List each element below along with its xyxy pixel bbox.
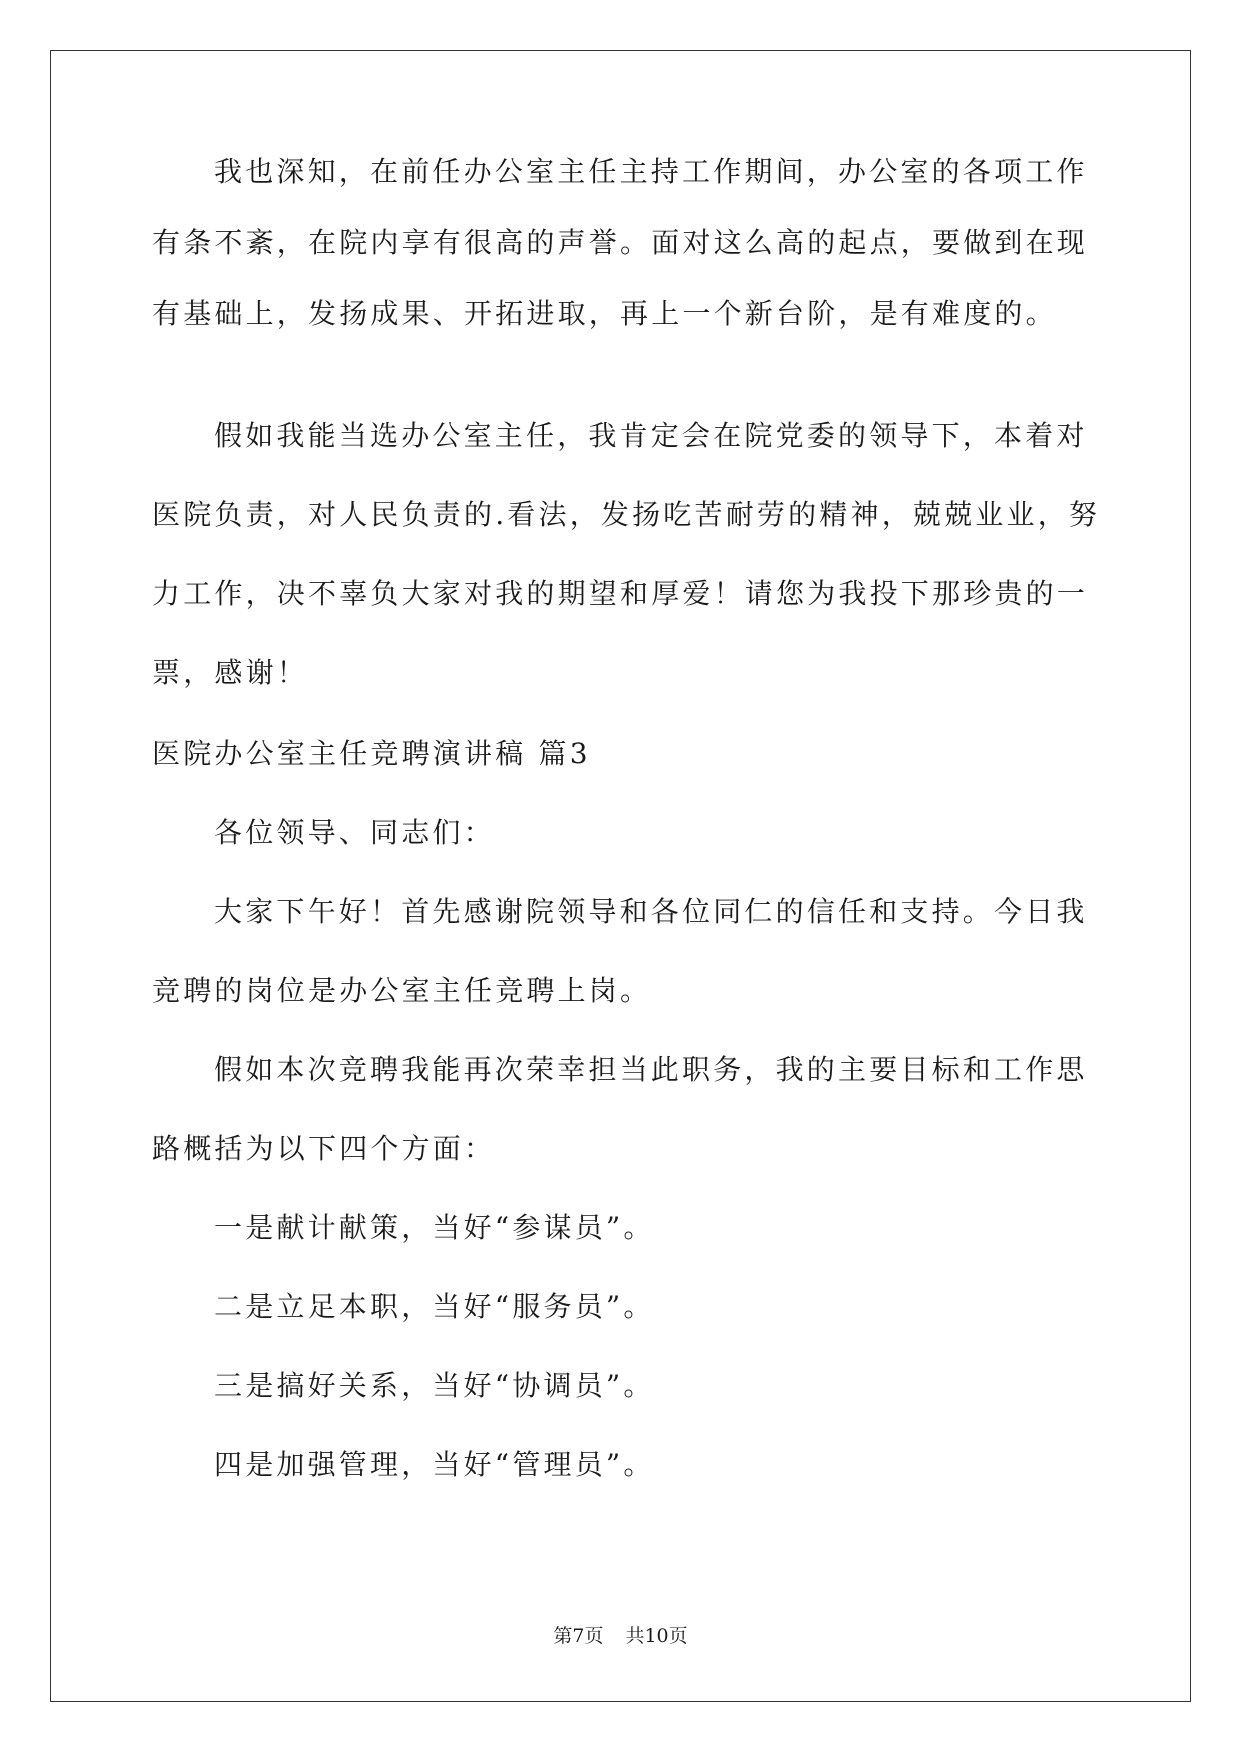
- paragraph-1-line-1: 我也深知，在前任办公室主任主持工作期间，办公室的各项工作: [214, 155, 1088, 188]
- point-2: 二是立足本职，当好“服务员”。: [214, 1290, 655, 1323]
- paragraph-3-line-2: 竞聘的岗位是办公室主任竞聘上岗。: [152, 974, 652, 1007]
- paragraph-2-line-2: 医院负责，对人民负责的.看法，发扬吃苦耐劳的精神，兢兢业业，努: [152, 498, 1101, 531]
- point-1: 一是献计献策，当好“参谋员”。: [214, 1211, 655, 1244]
- greeting: 各位领导、同志们：: [214, 816, 495, 849]
- current-page-label: 第7页: [553, 1625, 604, 1647]
- section-heading: 医院办公室主任竞聘演讲稿 篇3: [152, 737, 591, 770]
- page-footer: [0, 1624, 1241, 1648]
- paragraph-4-line-2: 路概括为以下四个方面：: [152, 1132, 496, 1165]
- point-4: 四是加强管理，当好“管理员”。: [214, 1448, 655, 1481]
- paragraph-3-line-1: 大家下午好！首先感谢院领导和各位同仁的信任和支持。今日我: [214, 895, 1088, 928]
- paragraph-1-line-3: 有基础上，发扬成果、开拓进取，再上一个新台阶，是有难度的。: [152, 297, 1057, 330]
- total-pages-label: 共10页: [625, 1625, 688, 1647]
- paragraph-4-line-1: 假如本次竞聘我能再次荣幸担当此职务，我的主要目标和工作思: [214, 1053, 1088, 1086]
- paragraph-2-line-3: 力工作，决不辜负大家对我的期望和厚爱！请您为我投下那珍贵的一: [152, 577, 1089, 610]
- paragraph-2-line-4: 票，感谢！: [152, 656, 309, 689]
- paragraph-2-line-1: 假如我能当选办公室主任，我肯定会在院党委的领导下，本着对: [214, 419, 1088, 452]
- paragraph-1-line-2: 有条不紊，在院内享有很高的声誉。面对这么高的起点，要做到在现: [152, 226, 1089, 259]
- point-3: 三是搞好关系，当好“协调员”。: [214, 1369, 655, 1402]
